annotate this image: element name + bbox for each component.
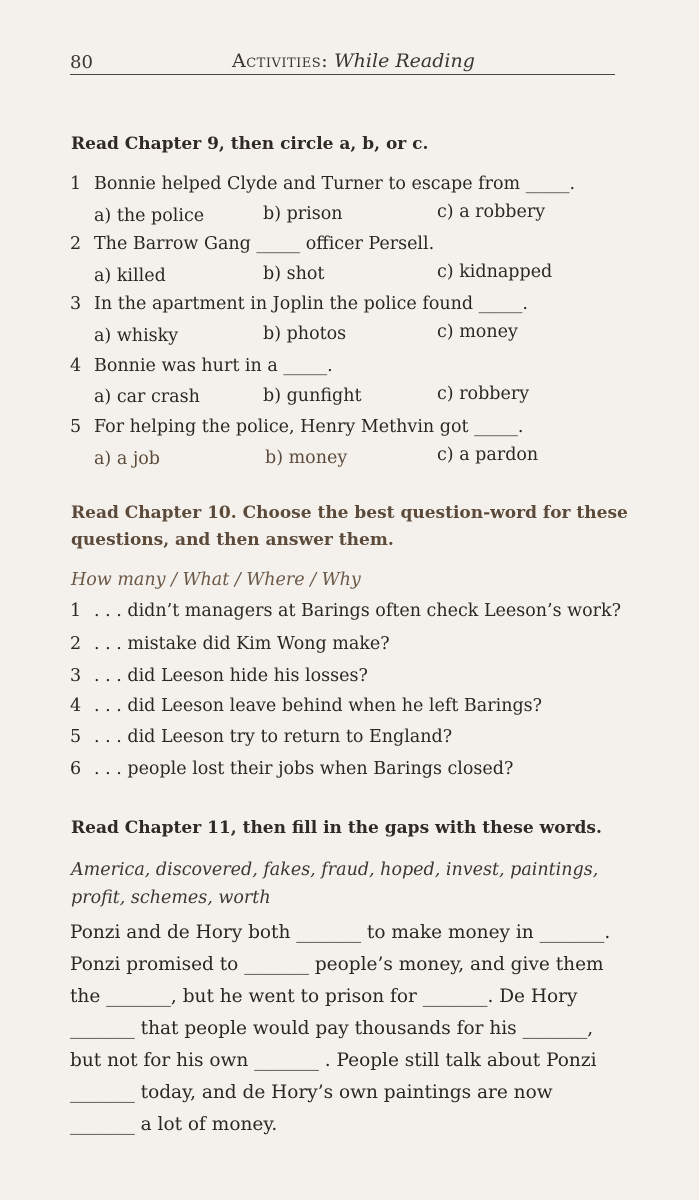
chapter10-word-list: How many / What / Where / Why <box>71 570 361 590</box>
question-number: 4 <box>70 696 82 716</box>
running-head-section: Activities: <box>232 50 329 72</box>
paragraph-line: Ponzi and de Hory both _______ to make money in _______. <box>70 922 611 943</box>
question-text: . . . didn’t managers at Barings often check Leeson’s work? <box>94 601 622 621</box>
chapter9-q3-option-a: a) whisky <box>94 326 179 346</box>
question-number: 3 <box>70 666 82 686</box>
question-text: The Barrow Gang _____ officer Persell. <box>94 234 435 254</box>
question-text: For helping the police, Henry Methvin got _____. <box>94 417 524 437</box>
paragraph-line: _______ that people would pay thousands for his _______, <box>70 1018 594 1039</box>
chapter9-q5-option-a: a) a job <box>94 449 160 469</box>
chapter10-question-3 <box>70 666 368 686</box>
question-text: Bonnie helped Clyde and Turner to escape from _____. <box>94 174 576 194</box>
chapter9-q2-option-a: a) killed <box>94 266 166 286</box>
question-number: 6 <box>70 759 82 779</box>
chapter11-word-list-line-2: profit, schemes, worth <box>71 888 271 908</box>
paragraph-line: _______ today, and de Hory’s own paintings are now <box>70 1082 553 1103</box>
question-number: 5 <box>70 417 82 437</box>
chapter9-question-3 <box>70 294 528 314</box>
question-number: 2 <box>70 634 82 654</box>
chapter9-question-5 <box>70 417 523 437</box>
paragraph-line: but not for his own _______ . People still talk about Ponzi <box>70 1050 597 1071</box>
question-text: . . . did Leeson leave behind when he left Barings? <box>94 696 543 716</box>
paragraph-line: _______ a lot of money. <box>70 1114 278 1135</box>
question-number: 1 <box>70 174 82 194</box>
question-text: . . . people lost their jobs when Barings closed? <box>94 759 514 779</box>
chapter9-q4-option-c: c) robbery <box>437 384 530 404</box>
chapter9-q1-option-b: b) prison <box>263 204 343 224</box>
running-head <box>232 50 475 72</box>
chapter9-q3-option-c: c) money <box>437 322 518 342</box>
question-text: Bonnie was hurt in a _____. <box>94 356 333 376</box>
question-number: 1 <box>70 601 82 621</box>
page-number: 80 <box>70 52 93 73</box>
page-header <box>70 50 615 76</box>
question-number: 4 <box>70 356 82 376</box>
chapter10-question-4 <box>70 696 542 716</box>
chapter11-word-list-line-1: America, discovered, fakes, fraud, hoped, invest, paintings, <box>71 860 599 880</box>
chapter9-question-4 <box>70 356 333 376</box>
chapter10-question-1 <box>70 601 621 621</box>
chapter9-q4-option-b: b) gunfight <box>263 386 362 406</box>
chapter9-q2-option-b: b) shot <box>263 264 325 284</box>
question-text: . . . did Leeson hide his losses? <box>94 666 368 686</box>
chapter9-question-1 <box>70 174 575 194</box>
chapter11-heading: Read Chapter 11, then fill in the gaps with these words. <box>71 818 602 838</box>
chapter9-q1-option-a: a) the police <box>94 206 205 226</box>
question-number: 2 <box>70 234 82 254</box>
chapter9-q3-option-b: b) photos <box>263 324 347 344</box>
chapter9-q2-option-c: c) kidnapped <box>437 262 553 282</box>
chapter10-question-2 <box>70 634 390 654</box>
chapter9-q5-option-b: b) money <box>265 448 348 468</box>
chapter10-question-5 <box>70 727 452 747</box>
chapter9-question-2 <box>70 234 434 254</box>
chapter9-heading: Read Chapter 9, then circle a, b, or c. <box>71 134 429 154</box>
running-head-title: While Reading <box>334 50 475 72</box>
question-text: In the apartment in Joplin the police found _____. <box>94 294 528 314</box>
chapter9-q4-option-a: a) car crash <box>94 387 200 407</box>
paragraph-line: Ponzi promised to _______ people’s money, and give them <box>70 954 604 975</box>
chapter10-heading <box>71 500 628 554</box>
chapter10-question-6 <box>70 759 513 779</box>
paragraph-line: the _______, but he went to prison for _______. De Hory <box>70 986 578 1007</box>
question-text: . . . mistake did Kim Wong make? <box>94 634 390 654</box>
question-number: 3 <box>70 294 82 314</box>
chapter11-gap-fill-paragraph <box>70 917 635 1141</box>
header-rule <box>70 74 615 75</box>
chapter10-heading-line-1: Read Chapter 10. Choose the best question-word for these <box>71 503 628 523</box>
chapter9-q1-option-c: c) a robbery <box>437 202 546 222</box>
chapter11-word-list <box>71 856 598 912</box>
chapter10-heading-line-2: questions, and then answer them. <box>71 530 394 550</box>
question-text: . . . did Leeson try to return to England? <box>94 727 453 747</box>
question-number: 5 <box>70 727 82 747</box>
chapter9-q5-option-c: c) a pardon <box>437 445 539 465</box>
